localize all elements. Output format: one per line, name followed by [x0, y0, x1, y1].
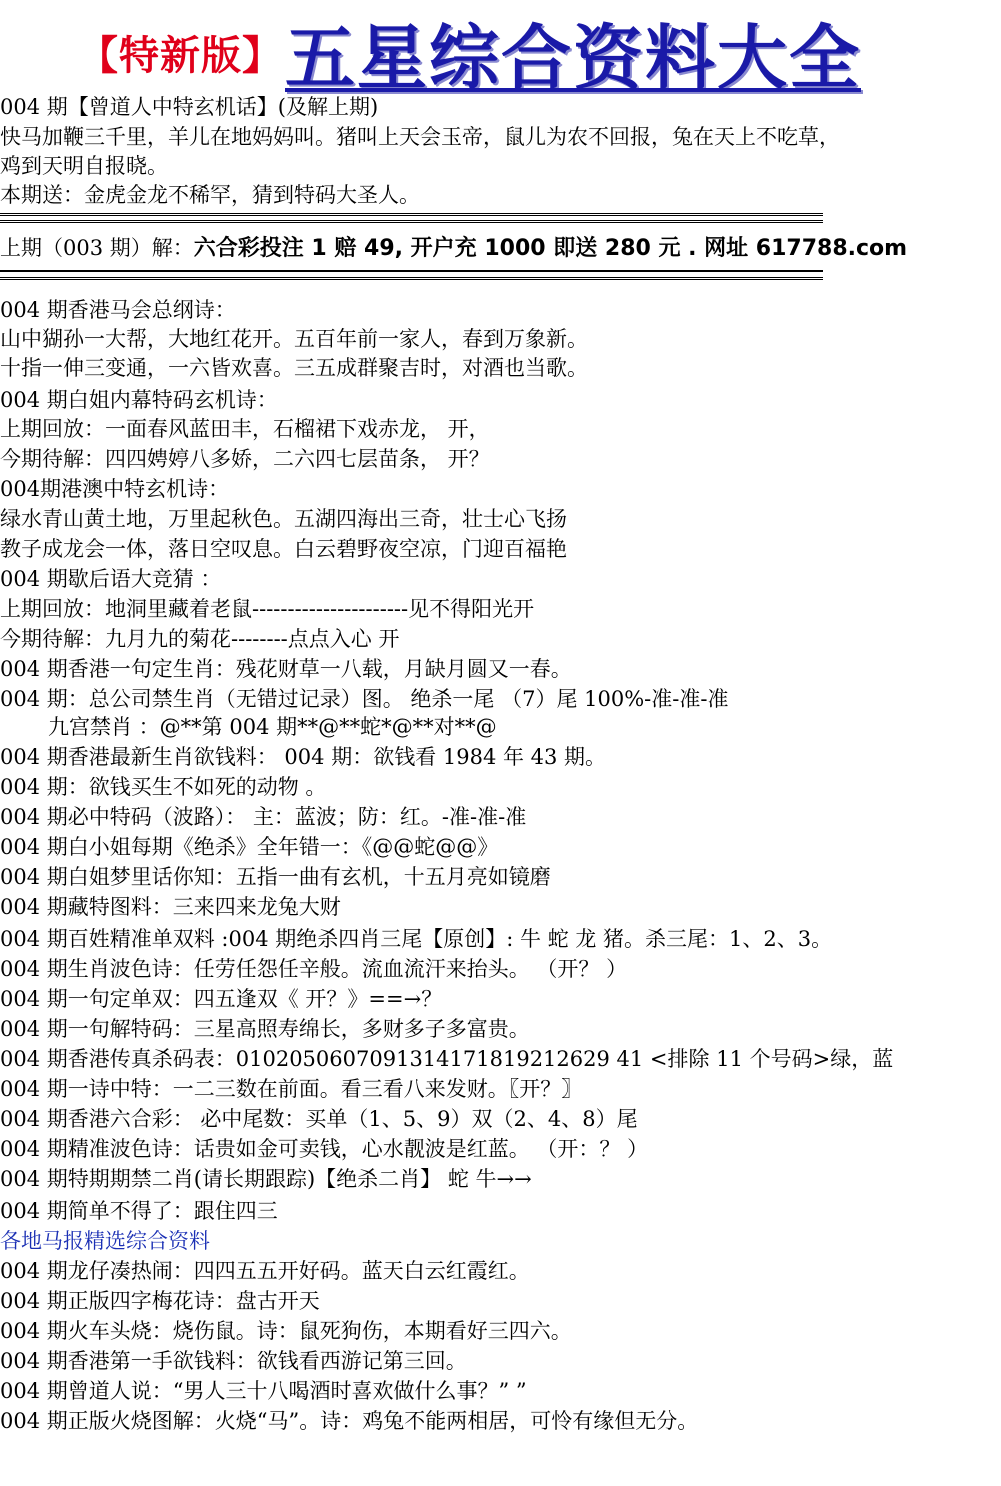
text-line: 004 期百姓精准单双料 :004 期绝杀四肖三尾【原创】: 牛 蛇 龙 猪。杀三尾：1、2、3。: [0, 927, 833, 951]
text-line: 004 期香港传真杀码表：0102050607091314171819212629 41 <排除 11 个号码>绿，蓝: [0, 1047, 894, 1071]
text-line: 004 期简单不得了：跟住四三: [0, 1199, 278, 1223]
text-line: 004 期一诗中特：一二三数在前面。看三看八来发财。〖开？〗: [0, 1077, 583, 1101]
text-line: 004 期白小姐每期《绝杀》全年错一：《@@蛇@@》: [0, 835, 499, 859]
text-line: 004 期香港第一手欲钱料：欲钱看西游记第三回。: [0, 1349, 467, 1373]
text-line: 山中猢孙一大帮，大地红花开。五百年前一家人，春到万象新。: [0, 327, 588, 351]
text-line: 鸡到天明自报晓。: [0, 154, 168, 178]
text-line: 004 期精准波色诗：话贵如金可卖钱，心水靓波是红蓝。 （开：？ ）: [0, 1137, 649, 1161]
text-line: 十指一伸三变通，一六皆欢喜。三五成群聚吉时，对酒也当歌。: [0, 356, 588, 380]
text-line: 004 期藏特图料：三来四来龙兔大财: [0, 895, 341, 919]
text-line: 004 期正版火烧图解：火烧“马”。诗：鸡兔不能两相居，可怜有缘但无分。: [0, 1409, 699, 1433]
text-line: 九宫禁肖 ：@**第 004 期**@**蛇*@**对**@: [48, 715, 497, 739]
text-line: 004 期香港最新生肖欲钱料： 004 期：欲钱看 1984 年 43 期。: [0, 745, 607, 769]
advert-text: 六合彩投注 1 赔 49, 开户充 1000 即送 280 元 . 网址 617788.com: [193, 236, 908, 261]
text-line: 上期回放：地洞里藏着老鼠----------------------见不得阳光开: [0, 597, 535, 621]
text-line: 004 期正版四字梅花诗：盘古开天: [0, 1289, 320, 1313]
text-line: 004 期龙仔凑热闹：四四五五开好码。蓝天白云红霞红。: [0, 1259, 530, 1283]
text-line: 004 期火车头烧：烧伤鼠。诗：鼠死狗伤，本期看好三四六。: [0, 1319, 572, 1343]
text-line: 004 期香港马会总纲诗：: [0, 298, 236, 322]
text-line: 今期待解：九月九的菊花--------点点入心 开: [0, 627, 400, 651]
text-line: 004 期曾道人说：“男人三十八喝酒时喜欢做什么事？” ”: [0, 1379, 527, 1403]
text-line: 004期港澳中特玄机诗：: [0, 477, 230, 501]
text-line: 上期回放：一面春风蓝田丰，石榴裙下戏赤龙， 开，: [0, 417, 490, 441]
text-line: 004 期一句解特码：三星高照寿绵长，多财多子多富贵。: [0, 1017, 530, 1041]
text-line: 004 期白姐内幕特码玄机诗：: [0, 388, 278, 412]
text-line: 教子成龙会一体，落日空叹息。白云碧野夜空凉，门迎百福艳: [0, 537, 567, 561]
text-line: 004 期生肖波色诗：任劳任怨任辛般。流血流汗来抬头。 （开？ ）: [0, 957, 628, 981]
text-line: 本期送：金虎金龙不稀罕，猜到特码大圣人。: [0, 183, 420, 207]
text-line: 004 期香港一句定生肖：残花财草一八载，月缺月圆又一春。: [0, 657, 572, 681]
text-line: 004 期：欲钱买生不如死的动物 。: [0, 775, 327, 799]
previous-period-label: 上期（003 期）解：: [0, 236, 194, 260]
edition-badge: 【特新版】: [78, 33, 283, 79]
page-title: 五星综合资料大全: [285, 17, 861, 99]
text-line: 绿水青山黄土地，万里起秋色。五湖四海出三奇，壮士心飞扬: [0, 507, 567, 531]
text-line: 004 期必中特码（波路）： 主：蓝波；防：红。-准-准-准: [0, 805, 527, 829]
text-line: 快马加鞭三千里，羊儿在地妈妈叫。猪叫上天会玉帝，鼠儿为农不回报，兔在天上不吃草，: [0, 125, 840, 149]
text-line: [0, 234, 907, 263]
divider: [0, 270, 823, 280]
text-line: 004 期一句定单双：四五逢双《 开？》==→？: [0, 987, 443, 1011]
text-line: 004 期白姐梦里话你知：五指一曲有玄机，十五月亮如镜磨: [0, 865, 551, 889]
text-line: 004 期特期期禁二肖(请长期跟踪)【绝杀二肖】 蛇 牛→→: [0, 1167, 532, 1191]
text-line: 004 期【曾道人中特玄机话】(及解上期): [0, 95, 379, 119]
text-line: 今期待解：四四娉婷八多娇，二六四七层苗条， 开？: [0, 447, 490, 471]
divider: [0, 213, 823, 223]
text-line: 004 期香港六合彩： 必中尾数：买单（1、5、9）双（2、4、8）尾: [0, 1107, 638, 1131]
section-heading: 各地马报精选综合资料: [0, 1229, 210, 1253]
header: [0, 0, 1001, 99]
text-line: 004 期歇后语大竞猜 ：: [0, 567, 222, 591]
text-line: 004 期：总公司禁生肖（无错过记录）图。 绝杀一尾 （7）尾 100%-准-准-准: [0, 687, 729, 711]
